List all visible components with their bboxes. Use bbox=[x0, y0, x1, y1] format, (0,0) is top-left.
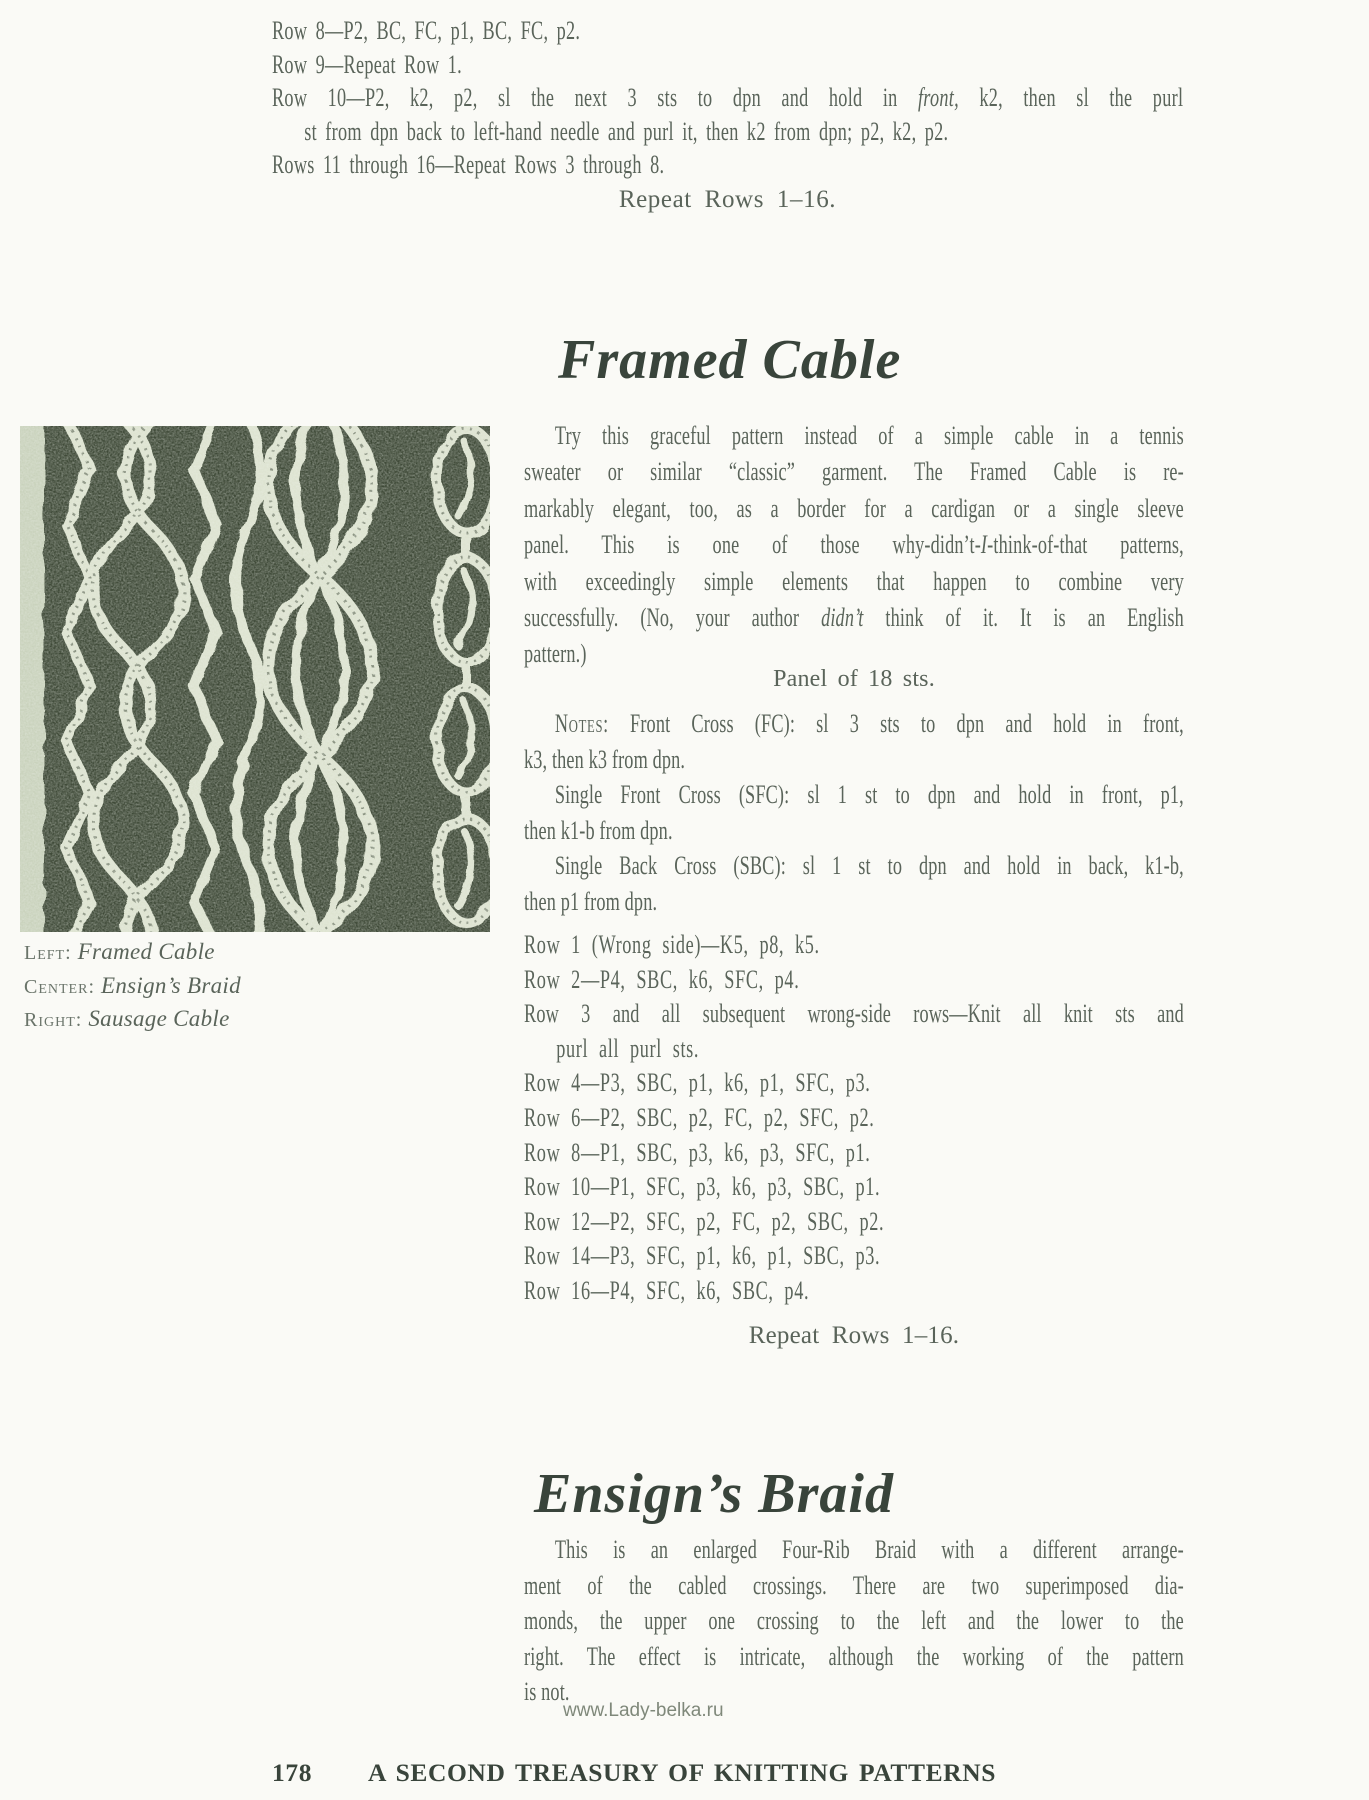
text-segment: st from dpn back to left-hand needle and purl it, then k2 from dpn; p2, k2, p2. bbox=[304, 116, 949, 146]
caption-line bbox=[24, 936, 241, 970]
text-segment: Row 8—P1, SBC, p3, k6, p3, SFC, p1. bbox=[524, 1137, 871, 1167]
text-segment: with exceedingly simple elements that happen to combine very bbox=[524, 566, 1184, 596]
repeat-note-top: Repeat Rows 1–16. bbox=[618, 186, 837, 213]
text-segment: Row 1 (Wrong side)—K5, p8, k5. bbox=[524, 930, 820, 959]
photo-caption bbox=[24, 936, 241, 1037]
text-segment: then k1-b from dpn. bbox=[524, 815, 673, 845]
pattern-row-line bbox=[524, 1274, 1184, 1309]
small-caps-label: Left: bbox=[24, 942, 78, 964]
text-segment: Row 2—P4, SBC, k6, SFC, p4. bbox=[524, 964, 800, 994]
paragraph-line bbox=[524, 454, 1184, 490]
text-segment: think of it. It is an English bbox=[863, 603, 1184, 633]
text-segment: Row 4—P3, SBC, p1, k6, p1, SFC, p3. bbox=[524, 1068, 871, 1098]
small-caps-label: Right: bbox=[24, 1009, 89, 1031]
text-segment: Row 10—P2, k2, p2, sl the next 3 sts to dpn and hold in bbox=[272, 83, 918, 112]
text-segment: Try this graceful pattern instead of a simple cable in a tennis bbox=[554, 421, 1184, 450]
book-title: A SECOND TREASURY OF KNITTING PATTERNS bbox=[368, 1758, 996, 1787]
text-segment: pattern.) bbox=[524, 639, 587, 669]
text-segment: successfully. (No, your author bbox=[524, 603, 822, 633]
note-line bbox=[524, 884, 1184, 920]
paragraph-line bbox=[524, 1639, 1184, 1675]
note-line bbox=[524, 706, 1184, 742]
repeat-note-framed-cable: Repeat Rows 1–16. bbox=[748, 1322, 960, 1349]
pattern-row-line bbox=[524, 928, 1184, 963]
text-segment: then p1 from dpn. bbox=[524, 886, 658, 916]
text-segment: Sausage Cable bbox=[88, 1006, 230, 1031]
text-segment: This is an enlarged Four-Rib Braid with a different arrange- bbox=[554, 1535, 1184, 1564]
pattern-row-line bbox=[524, 1101, 1184, 1136]
previous-pattern-rows bbox=[272, 14, 1183, 182]
text-segment: right. The effect is intricate, although the working of the pattern bbox=[524, 1641, 1184, 1671]
text-segment: front, bbox=[917, 83, 959, 112]
pattern-row-line bbox=[524, 1136, 1184, 1171]
pattern-row-line bbox=[524, 1032, 1184, 1067]
pattern-row-line bbox=[524, 1066, 1184, 1101]
note-line bbox=[524, 742, 1184, 778]
framed-cable-intro bbox=[524, 418, 1184, 673]
text-segment: Row 10—P1, SFC, p3, k6, p3, SBC, p1. bbox=[524, 1172, 881, 1202]
pattern-row-line bbox=[524, 1205, 1184, 1240]
paragraph-line bbox=[524, 600, 1184, 636]
pattern-row-line bbox=[524, 997, 1184, 1032]
text-segment: purl all purl sts. bbox=[556, 1033, 700, 1063]
ensigns-braid-heading: Ensign’s Braid bbox=[534, 1463, 894, 1525]
text-segment: Row 8—P2, BC, FC, p1, BC, FC, p2. bbox=[272, 16, 581, 45]
text-segment: Row 3 and all subsequent wrong-side rows—Knit all knit sts and bbox=[524, 999, 1184, 1029]
pattern-row-line bbox=[272, 81, 1183, 115]
small-caps-label: Center: bbox=[24, 975, 101, 998]
paragraph-line bbox=[524, 418, 1184, 454]
text-segment: Front Cross (FC): sl 3 sts to dpn and hold in front, bbox=[608, 709, 1184, 738]
framed-cable-rows bbox=[524, 928, 1184, 1309]
paragraph-line bbox=[524, 1603, 1184, 1639]
page-footer bbox=[272, 1758, 1183, 1788]
text-segment: Single Front Cross (SFC): sl 1 st to dpn and hold in front, p1, bbox=[554, 780, 1184, 810]
text-segment: Rows 11 through 16—Repeat Rows 3 through 8. bbox=[272, 150, 665, 179]
pattern-row-line bbox=[524, 963, 1184, 998]
text-segment: ment of the cabled crossings. There are two superimposed dia- bbox=[524, 1570, 1184, 1600]
text-segment: Framed Cable bbox=[77, 939, 215, 964]
knitting-swatch-photo bbox=[20, 426, 490, 932]
paragraph-line bbox=[524, 564, 1184, 600]
pattern-row-line bbox=[272, 48, 1183, 82]
paragraph-line bbox=[524, 491, 1184, 527]
text-segment: Row 6—P2, SBC, p2, FC, p2, SFC, p2. bbox=[524, 1102, 875, 1132]
note-line bbox=[524, 813, 1184, 849]
paragraph-line bbox=[524, 527, 1184, 563]
framed-cable-heading: Framed Cable bbox=[558, 329, 902, 391]
pattern-row-line bbox=[524, 1239, 1184, 1274]
text-segment: -think-of-that patterns, bbox=[987, 530, 1184, 560]
ensigns-braid-intro bbox=[524, 1532, 1184, 1710]
framed-cable-notes bbox=[524, 706, 1184, 920]
text-segment: Ensign’s Braid bbox=[101, 972, 241, 998]
pattern-row-line bbox=[524, 1170, 1184, 1205]
small-caps-label: Notes: bbox=[554, 709, 609, 738]
paragraph-line bbox=[524, 1532, 1184, 1568]
text-segment: is not. bbox=[524, 1677, 570, 1706]
note-line bbox=[524, 848, 1184, 884]
text-segment: k3, then k3 from dpn. bbox=[524, 744, 686, 774]
text-segment: sweater or similar “classic” garment. The Framed Cable is re- bbox=[524, 457, 1184, 487]
text-segment: panel. This is one of those why-didn’t- bbox=[524, 530, 981, 560]
text-segment: markably elegant, too, as a border for a cardigan or a single sleeve bbox=[524, 493, 1184, 523]
watermark-text: www.Lady-belka.ru bbox=[563, 1700, 724, 1721]
note-line bbox=[524, 777, 1184, 813]
text-segment: Row 14—P3, SFC, p1, k6, p1, SBC, p3. bbox=[524, 1241, 881, 1271]
pattern-row-line bbox=[272, 148, 1183, 182]
caption-line bbox=[24, 1003, 241, 1037]
pattern-row-line bbox=[272, 115, 1183, 149]
text-segment: Single Back Cross (SBC): sl 1 st to dpn and hold in back, k1-b, bbox=[554, 851, 1184, 881]
text-segment: Row 9—Repeat Row 1. bbox=[272, 49, 462, 79]
text-segment: Row 12—P2, SFC, p2, FC, p2, SBC, p2. bbox=[524, 1206, 885, 1236]
text-segment: monds, the upper one crossing to the left and the lower to the bbox=[524, 1606, 1184, 1635]
caption-line bbox=[24, 970, 241, 1004]
page-number: 178 bbox=[272, 1758, 313, 1787]
text-segment: Row 16—P4, SFC, k6, SBC, p4. bbox=[524, 1275, 810, 1305]
paragraph-line bbox=[524, 1568, 1184, 1604]
knitting-photo-art bbox=[20, 426, 490, 932]
text-segment: k2, then sl the purl bbox=[958, 83, 1184, 112]
pattern-row-line bbox=[272, 14, 1183, 48]
text-segment: I bbox=[980, 530, 988, 560]
text-segment: didn’t bbox=[821, 603, 864, 633]
panel-note: Panel of 18 sts. bbox=[773, 666, 935, 692]
